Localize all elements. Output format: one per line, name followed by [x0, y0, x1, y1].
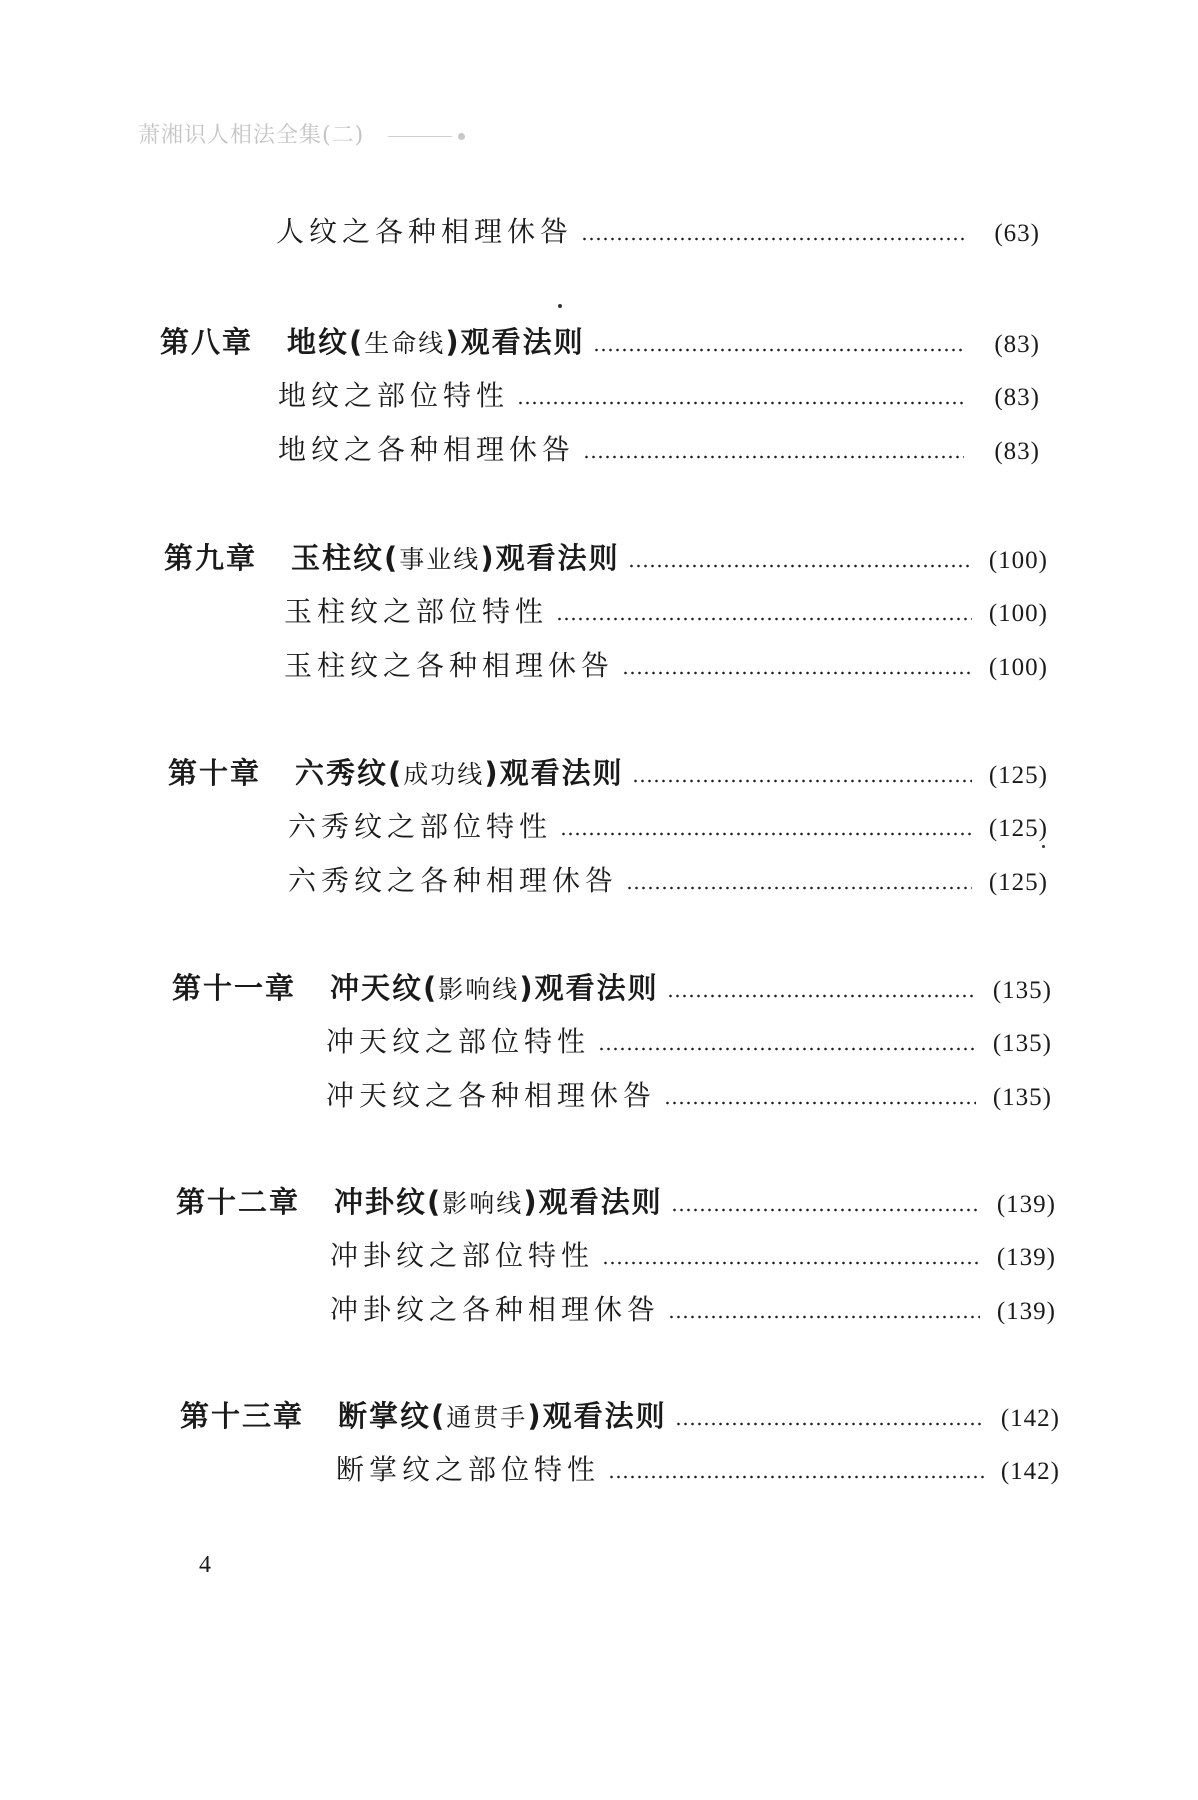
- header-rule: [388, 136, 452, 137]
- toc-entry[interactable]: [326, 1024, 1052, 1062]
- toc-entry-title: 冲卦纹之部位特性: [330, 1239, 595, 1272]
- toc-entry-page: (125): [988, 869, 1048, 896]
- chapter-title: 地纹(生命线)观看法则: [287, 325, 585, 359]
- toc-entry-page: (83): [994, 384, 1040, 411]
- toc-chapter-10[interactable]: [168, 755, 1048, 794]
- toc-entry-title: 断掌纹之部位特性: [336, 1453, 601, 1486]
- chapter-number: 第十三章: [180, 1399, 305, 1433]
- toc-entry-title: 地纹之部位特性: [278, 379, 510, 412]
- dot-leader: [628, 562, 972, 570]
- chapter-number: 第八章: [160, 325, 254, 359]
- toc-entry[interactable]: [278, 378, 1040, 416]
- toc-entry[interactable]: [330, 1238, 1056, 1276]
- dot-leader: [581, 235, 964, 243]
- toc-entry-page: (100): [988, 654, 1048, 681]
- chapter-title: 断掌纹(通贯手)观看法则: [338, 1399, 667, 1433]
- dot-leader: [632, 777, 972, 785]
- toc-entry[interactable]: [284, 648, 1048, 686]
- dot-leader: [583, 453, 964, 461]
- page-number: 4: [199, 1552, 211, 1578]
- toc-entry-page: (135): [992, 1030, 1052, 1057]
- scan-speck: [1042, 845, 1045, 848]
- dot-leader: [622, 669, 972, 677]
- toc-entry-title: 玉柱纹之部位特性: [284, 595, 549, 628]
- dot-leader: [598, 1045, 976, 1053]
- toc-entry-page: (125): [988, 815, 1048, 842]
- chapter-page: (100): [988, 547, 1048, 574]
- dot-leader: [664, 1099, 976, 1107]
- toc-entry-page: (139): [996, 1298, 1056, 1325]
- toc-entry-page: (135): [992, 1084, 1052, 1111]
- toc-entry[interactable]: [284, 594, 1048, 632]
- chapter-title: 六秀纹(成功线)观看法则: [295, 756, 624, 790]
- chapter-number: 第九章: [164, 541, 258, 575]
- toc-entry-title: 冲天纹之各种相理休咎: [326, 1079, 657, 1112]
- dot-leader: [667, 992, 976, 1000]
- toc-chapter-13[interactable]: [180, 1398, 1060, 1437]
- toc-entry-title: 六秀纹之部位特性: [288, 810, 553, 843]
- toc-entry-title: 冲天纹之部位特性: [326, 1025, 591, 1058]
- toc-entry-title: 六秀纹之各种相理休咎: [288, 864, 619, 897]
- toc-entry-page: (139): [996, 1244, 1056, 1271]
- toc-entry[interactable]: [336, 1452, 1060, 1490]
- toc-entry[interactable]: [330, 1292, 1056, 1330]
- dot-leader: [626, 884, 972, 892]
- chapter-page: (125): [988, 762, 1048, 789]
- toc-entry-page: (142): [1000, 1458, 1060, 1485]
- chapter-page: (135): [992, 977, 1052, 1004]
- toc-entry-page: (63): [994, 220, 1040, 247]
- dot-leader: [675, 1420, 984, 1428]
- chapter-page: (139): [996, 1191, 1056, 1218]
- toc-entry[interactable]: [278, 432, 1040, 470]
- toc-entry-title: 玉柱纹之各种相理休咎: [284, 649, 615, 682]
- dot-leader: [602, 1259, 980, 1267]
- running-header-title: 萧湘识人相法全集(二): [138, 123, 365, 148]
- toc-chapter-12[interactable]: [176, 1184, 1056, 1223]
- dot-leader: [556, 615, 972, 623]
- chapter-page: (83): [994, 331, 1040, 358]
- toc-entry[interactable]: [276, 214, 1040, 252]
- dot-leader: [517, 399, 964, 407]
- chapter-number: 第十一章: [172, 971, 297, 1005]
- toc-entry[interactable]: [288, 809, 1048, 847]
- chapter-title: 冲天纹(影响线)观看法则: [330, 971, 659, 1005]
- toc-entry-title: 人纹之各种相理休咎: [276, 215, 574, 248]
- header-dot-ornament: [458, 133, 465, 140]
- chapter-title: 冲卦纹(影响线)观看法则: [334, 1185, 663, 1219]
- toc-entry-title: 地纹之各种相理休咎: [278, 433, 576, 466]
- dot-leader: [560, 830, 972, 838]
- toc-entry-page: (100): [988, 600, 1048, 627]
- dot-leader: [668, 1313, 980, 1321]
- toc-entry-title: 冲卦纹之各种相理休咎: [330, 1293, 661, 1326]
- chapter-number: 第十章: [168, 756, 262, 790]
- toc-entry[interactable]: [326, 1078, 1052, 1116]
- toc-entry[interactable]: [288, 863, 1048, 901]
- chapter-page: (142): [1000, 1405, 1060, 1432]
- running-header: [138, 118, 465, 149]
- toc-entry-page: (83): [994, 438, 1040, 465]
- dot-leader: [608, 1473, 984, 1481]
- chapter-title: 玉柱纹(事业线)观看法则: [291, 541, 620, 575]
- chapter-number: 第十二章: [176, 1185, 301, 1219]
- toc-chapter-11[interactable]: [172, 970, 1052, 1009]
- dot-leader: [593, 346, 964, 354]
- toc-chapter-9[interactable]: [164, 540, 1048, 579]
- scan-speck: [558, 304, 562, 308]
- dot-leader: [671, 1206, 980, 1214]
- toc-chapter-8[interactable]: [160, 324, 1040, 363]
